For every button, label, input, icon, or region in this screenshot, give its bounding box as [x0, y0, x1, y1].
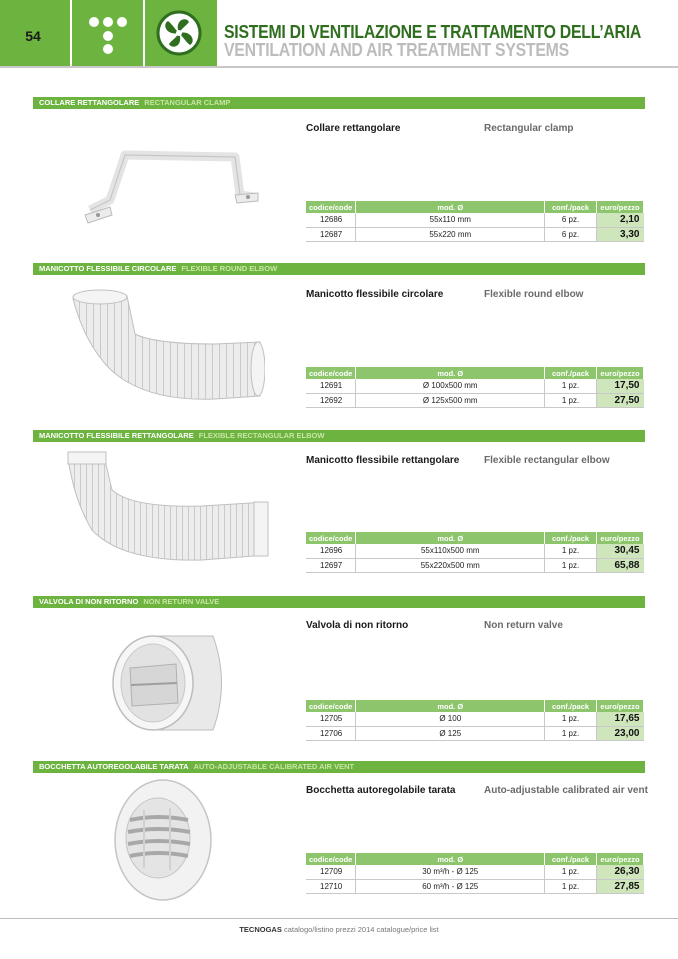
product-name-italian: Bocchetta autoregolabile tarata	[306, 785, 456, 796]
product-pack: 1 pz.	[545, 544, 597, 558]
table-header-row	[306, 532, 644, 544]
column-header-model: mod. Ø	[356, 853, 545, 865]
header-underline	[0, 66, 678, 68]
product-model: 30 m³/h - Ø 125	[356, 865, 545, 879]
table-row	[306, 726, 644, 740]
product-model: Ø 125x500 mm	[356, 393, 545, 407]
product-pack: 1 pz.	[545, 379, 597, 393]
product-price: 27,50	[597, 393, 644, 407]
calibrated-air-vent-image	[108, 776, 218, 904]
section-title-english: NON RETURN VALVE	[143, 597, 220, 606]
footer	[0, 925, 678, 934]
column-header-code: codice/code	[306, 367, 356, 379]
section-title-italian: MANICOTTO FLESSIBILE CIRCOLARE	[39, 264, 177, 273]
column-header-code: codice/code	[306, 853, 356, 865]
column-header-pack: conf./pack	[545, 700, 597, 712]
header-divider	[143, 0, 145, 66]
product-code: 12710	[306, 879, 356, 893]
footer-text: catalogo/listino prezzi 2014 catalogue/price list	[283, 925, 439, 934]
table-row	[306, 712, 644, 726]
rectangular-clamp-image	[80, 135, 260, 230]
table-row	[306, 393, 644, 407]
product-price: 2,10	[597, 213, 644, 227]
product-price: 27,85	[596, 879, 643, 893]
product-model: 55x110 mm	[356, 213, 545, 227]
table-row	[306, 865, 644, 879]
table-header-row	[306, 367, 644, 379]
page-title-english: VENTILATION AND AIR TREATMENT SYSTEMS	[224, 40, 569, 60]
table-header-row	[306, 853, 644, 865]
flexible-rectangular-elbow-image	[62, 450, 272, 565]
product-model: 55x220x500 mm	[356, 558, 545, 572]
section-bar	[33, 761, 645, 773]
non-return-valve-image	[108, 628, 233, 738]
section-bar	[33, 596, 645, 608]
product-pack: 6 pz.	[545, 213, 597, 227]
column-header-price: euro/pezzo	[596, 700, 643, 712]
section-title-italian: VALVOLA DI NON RITORNO	[39, 597, 139, 606]
flexible-round-elbow-image	[65, 284, 265, 409]
product-name-english: Non return valve	[484, 620, 563, 631]
price-table	[306, 201, 644, 242]
product-price: 3,30	[597, 227, 644, 241]
section-title-english: AUTO-ADJUSTABLE CALIBRATED AIR VENT	[193, 762, 355, 771]
product-pack: 1 pz.	[545, 879, 597, 893]
price-table	[306, 367, 644, 408]
product-model: Ø 125	[356, 726, 545, 740]
product-code: 12691	[306, 379, 356, 393]
column-header-model: mod. Ø	[356, 367, 545, 379]
product-model: 55x220 mm	[356, 227, 545, 241]
table-row	[306, 558, 644, 572]
section-title-italian: BOCCHETTA AUTOREGOLABILE TARATA	[39, 762, 189, 771]
page-title-italian: SISTEMI DI VENTILAZIONE E TRATTAMENTO DELL’ARIA	[224, 22, 642, 42]
column-header-code: codice/code	[306, 532, 356, 544]
product-pack: 1 pz.	[545, 558, 597, 572]
table-row	[306, 227, 644, 241]
product-code: 12687	[306, 227, 356, 241]
product-price: 17,65	[596, 712, 643, 726]
product-pack: 6 pz.	[545, 227, 597, 241]
table-row	[306, 379, 644, 393]
section-title-english: FLEXIBLE RECTANGULAR ELBOW	[198, 431, 325, 440]
column-header-pack: conf./pack	[545, 853, 597, 865]
price-table	[306, 700, 644, 741]
product-code: 12696	[306, 544, 356, 558]
column-header-price: euro/pezzo	[597, 201, 644, 213]
page-number: 54	[25, 28, 41, 44]
brand-logo-icon	[88, 14, 128, 54]
product-price: 30,45	[597, 544, 644, 558]
product-code: 12686	[306, 213, 356, 227]
column-header-price: euro/pezzo	[597, 367, 644, 379]
header-divider	[70, 0, 72, 66]
column-header-pack: conf./pack	[545, 367, 597, 379]
product-pack: 1 pz.	[545, 393, 597, 407]
column-header-model: mod. Ø	[356, 201, 545, 213]
price-table	[306, 532, 644, 573]
product-code: 12697	[306, 558, 356, 572]
table-row	[306, 879, 644, 893]
product-name-english: Flexible rectangular elbow	[484, 455, 610, 466]
product-price: 17,50	[597, 379, 644, 393]
section-bar	[33, 97, 645, 109]
column-header-code: codice/code	[306, 700, 356, 712]
product-pack: 1 pz.	[545, 712, 597, 726]
column-header-price: euro/pezzo	[597, 532, 644, 544]
column-header-pack: conf./pack	[545, 532, 597, 544]
column-header-pack: conf./pack	[545, 201, 597, 213]
product-model: 55x110x500 mm	[356, 544, 545, 558]
product-name-english: Rectangular clamp	[484, 123, 574, 134]
product-code: 12705	[306, 712, 356, 726]
section-title-english: RECTANGULAR CLAMP	[144, 98, 231, 107]
table-row	[306, 213, 644, 227]
product-name-italian: Valvola di non ritorno	[306, 620, 409, 631]
column-header-code: codice/code	[306, 201, 356, 213]
product-name-italian: Manicotto flessibile circolare	[306, 289, 444, 300]
section-title-english: FLEXIBLE ROUND ELBOW	[181, 264, 278, 273]
product-price: 26,30	[596, 865, 643, 879]
product-code: 12692	[306, 393, 356, 407]
product-pack: 1 pz.	[545, 865, 597, 879]
product-name-italian: Manicotto flessibile rettangolare	[306, 455, 460, 466]
table-row	[306, 544, 644, 558]
section-bar	[33, 430, 645, 442]
product-name-english: Auto-adjustable calibrated air vent	[484, 785, 648, 796]
product-name-italian: Collare rettangolare	[306, 123, 401, 134]
section-bar	[33, 263, 645, 275]
product-pack: 1 pz.	[545, 726, 597, 740]
product-model: Ø 100x500 mm	[356, 379, 545, 393]
section-title-italian: MANICOTTO FLESSIBILE RETTANGOLARE	[39, 431, 194, 440]
column-header-price: euro/pezzo	[596, 853, 643, 865]
column-header-model: mod. Ø	[356, 700, 545, 712]
footer-brand: TECNOGAS	[239, 925, 282, 934]
table-header-row	[306, 201, 644, 213]
column-header-model: mod. Ø	[356, 532, 545, 544]
table-header-row	[306, 700, 644, 712]
product-code: 12709	[306, 865, 356, 879]
price-table	[306, 853, 644, 894]
ventilation-fan-icon	[156, 10, 202, 56]
product-code: 12706	[306, 726, 356, 740]
product-price: 23,00	[596, 726, 643, 740]
footer-divider	[0, 918, 678, 919]
section-title-italian: COLLARE RETTANGOLARE	[39, 98, 140, 107]
product-price: 65,88	[597, 558, 644, 572]
product-model: Ø 100	[356, 712, 545, 726]
product-model: 60 m³/h - Ø 125	[356, 879, 545, 893]
product-name-english: Flexible round elbow	[484, 289, 584, 300]
